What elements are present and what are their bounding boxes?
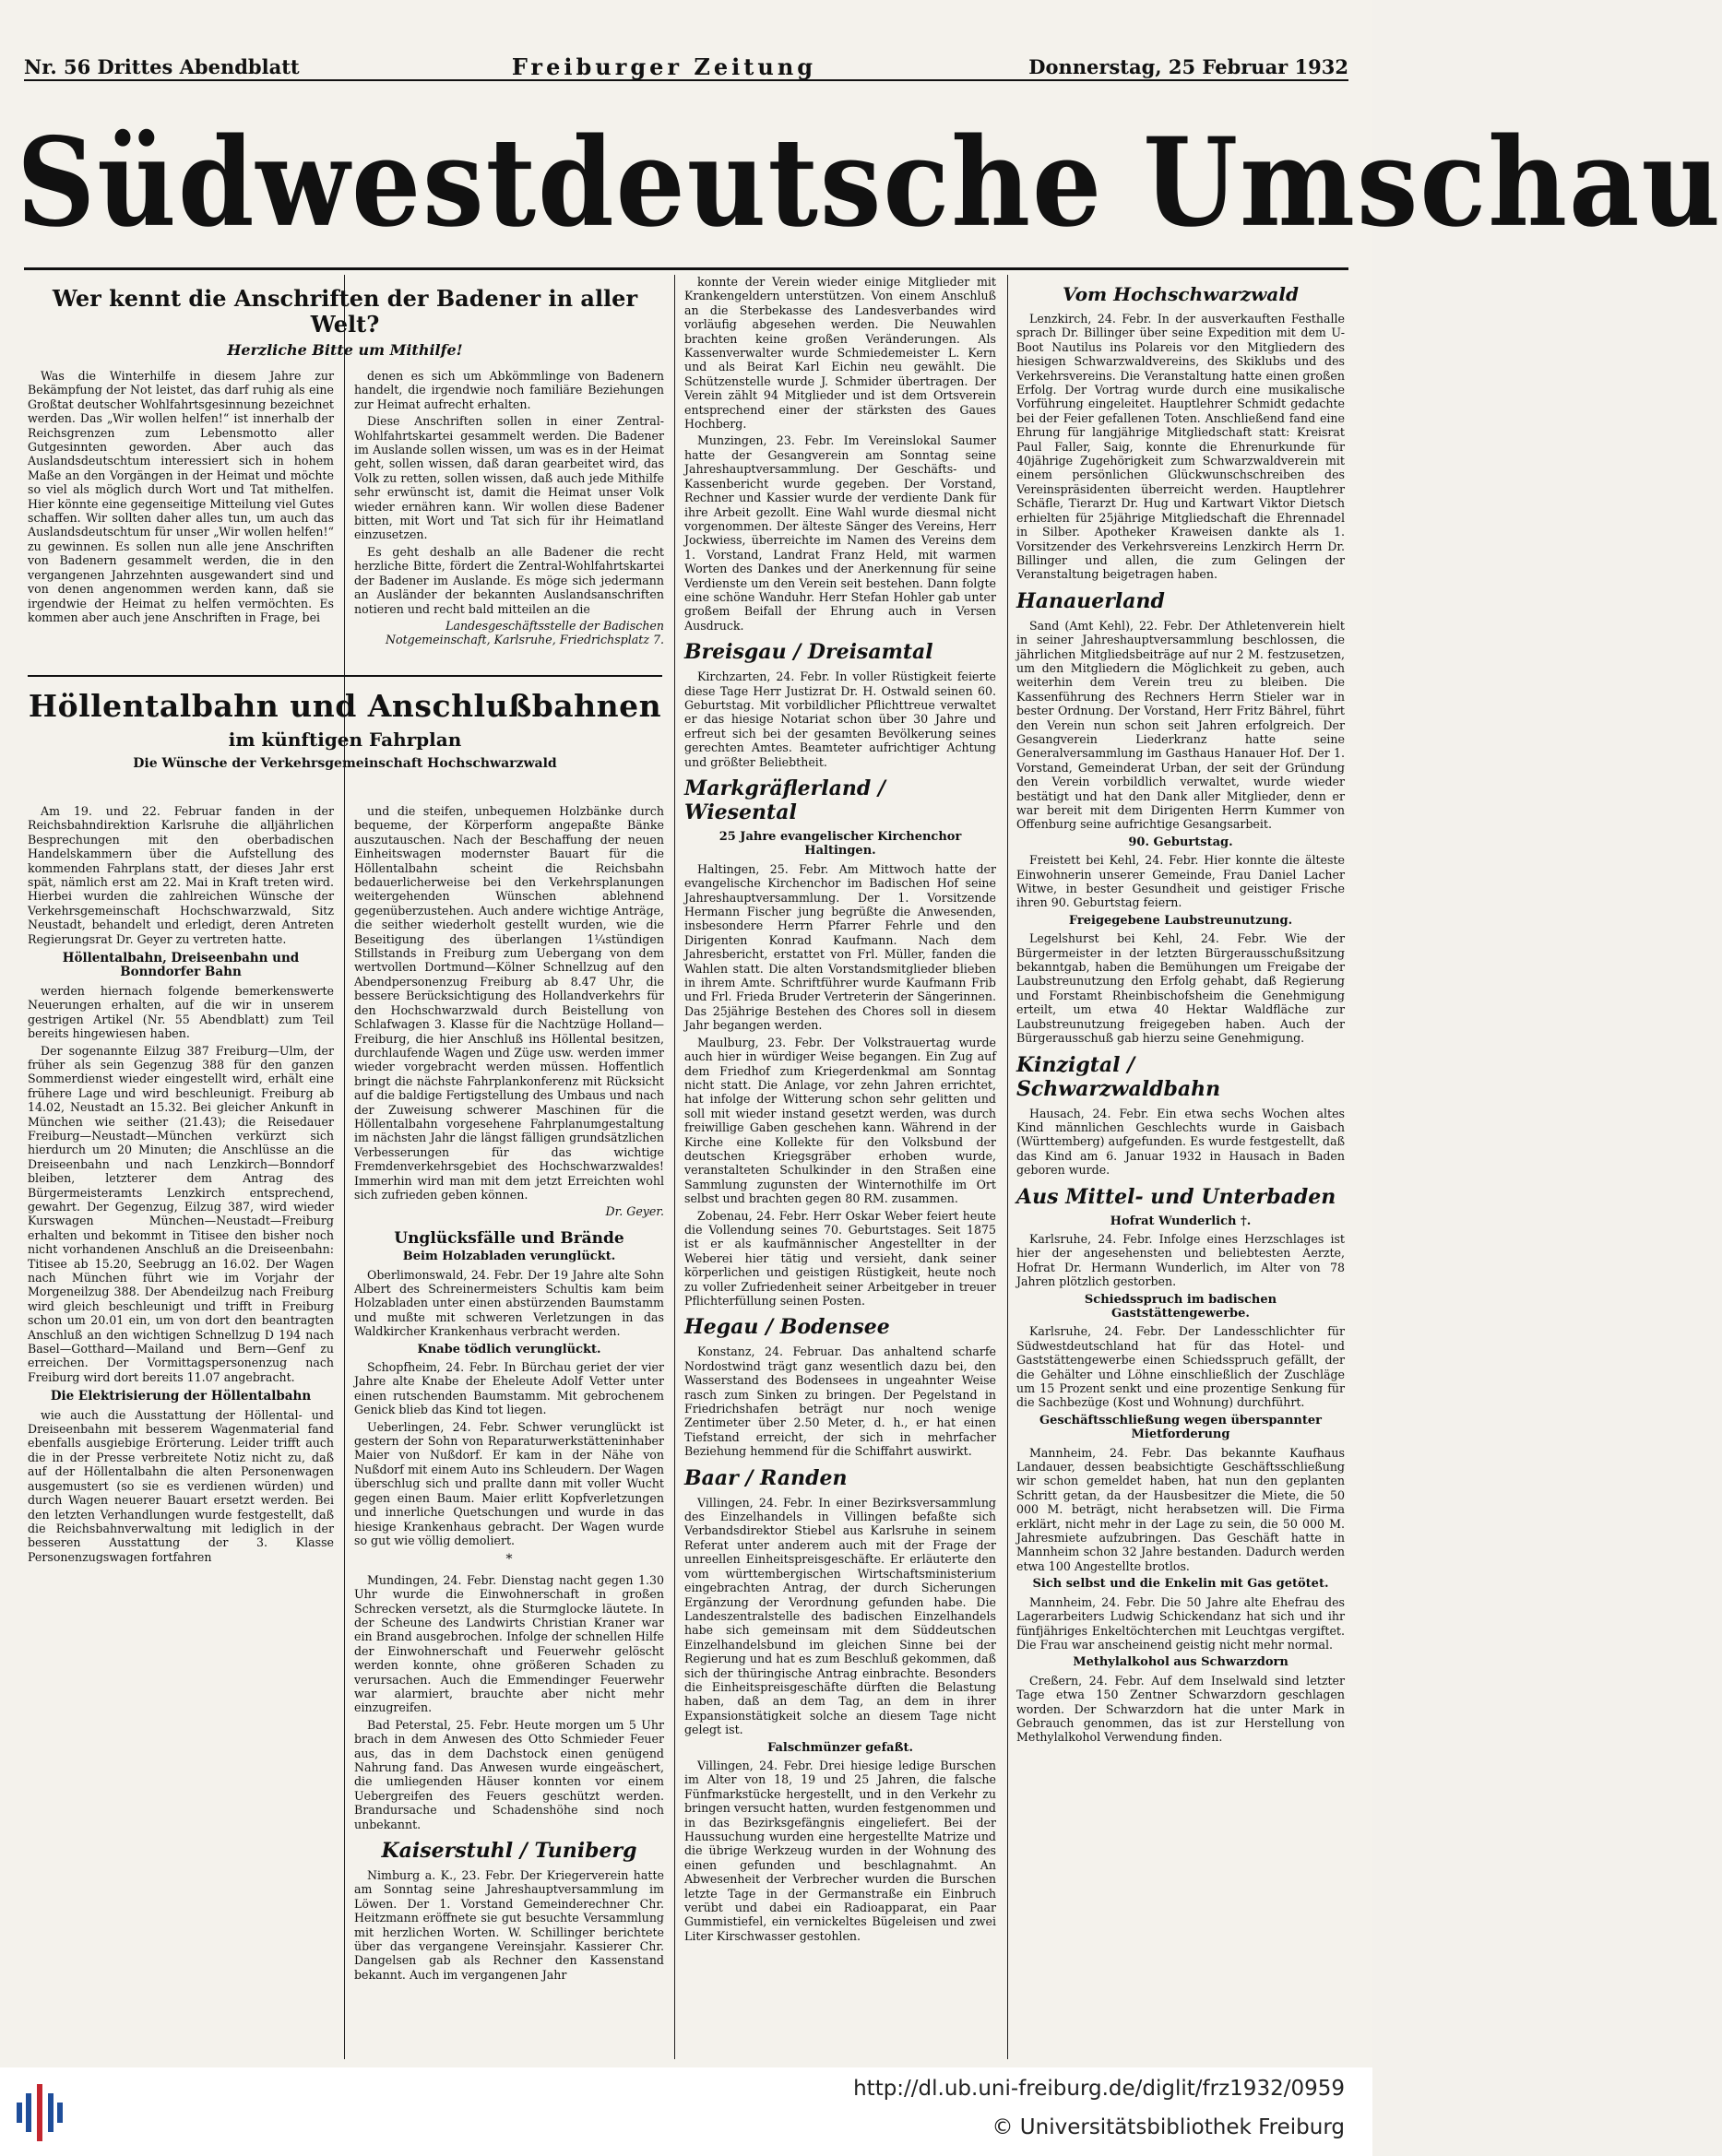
subheading: Sich selbst und die Enkelin mit Gas getötet. bbox=[1032, 1577, 1329, 1592]
address-line: Landesgeschäftsstelle der Badischen Notgemeinschaft, Karlsruhe, Friedrichsplatz 7. bbox=[386, 618, 664, 647]
paragraph: Was die Winterhilfe in diesem Jahre zur Bekämpfung der Not leistet, das darf ruhig als eine Großtat deutscher Wohlfahrtsgesinnung bezeichnet werden. Das „Wir wollen helfen!“ ist innerhalb der Reichsgrenzen zum Lebensmotto aller Gutgesinnten geworden. Aber auch das Auslandsdeutschtum interessiert sich in hohem Maße an den Vorgängen in der Heimat und möchte so viel als möglich durch Wort und Tat mithelfen. Hier könnte eine gegenseitige Mitteilung viel Gutes schaffen. Wir sollten daher alles tun, um auch das Auslandsdeutschtum für unser „Wir wollen helfen!“ zu gewinnen. Es sollen nun alle jene Anschriften von Badenern gesammelt werden, die in den vergangenen Jahrzehnten ausgewandert sind und von denen angenommen werden kann, daß sie irgendwie der Heimat zu helfen vermöchten. Es kommen aber auch jene Anschriften in Frage, bei bbox=[28, 369, 334, 624]
article-subhead: im künftigen Fahrplan bbox=[228, 729, 462, 751]
paragraph: Creßern, 24. Febr. Auf dem Inselwald sind letzter Tage etwa 150 Zentner Schwarzdorn geschlagen worden. Der Schwarzdorn hat die unter Mark in Gebrauch genommen, das ist zur Herstellung von Methylalkohol Verwendung finden. bbox=[1016, 1673, 1345, 1745]
paragraph: Haltingen, 25. Febr. Am Mittwoch hatte der evangelische Kirchenchor im Badischen Hof seine Jahreshauptversammlung. Der 1. Vorsitzende Hermann Fischer jung begrüßte die Anwesenden, insbesondere Herrn Pfarrer Fehrle und den Dirigenten Konrad Kaufmann. Nach dem Jahresbericht, erstattet von Frl. Müller, fanden die Wahlen statt. Die alten Vorstandsmitglieder blieben in ihrem Amte. Schriftführer wurde Kaufmann Frib und Frl. Frieda Bruder Vertreterin der Sängerinnen. Das 25jährige Bestehen des Chores soll in diesem Jahr begangen werden. bbox=[684, 861, 996, 1033]
paragraph: Villingen, 24. Febr. Drei hiesige ledige Burschen im Alter von 18, 19 und 25 Jahren, die falsche Fünfmarkstücke hergestellt, und in den Verkehr zu bringen versucht hatten, wurden festgenommen und in das Bezirksgefängnis eingeliefert. Bei der Haussuchung wurden eine hergestellte Matrize und die übrige Werkzeug wurden in der Wohnung des einen gefunden und beschlagnahmt. An Abwesenheit der Verbrecher wurden die Burschen letzte Tage in der Germanstraße ein Einbruch verübt und dabei ein Radioapparat, ein Paar Gummistiefel, ein vernickeltes Bügeleisen und zwei Liter Kirschwasser gestohlen. bbox=[684, 1758, 996, 1943]
section-rule bbox=[28, 675, 662, 677]
section-title: Südwestdeutsche Umschau bbox=[17, 110, 1722, 255]
subheading: 25 Jahre evangelischer Kirchenchor Haltingen. bbox=[718, 830, 962, 859]
paragraph: Legelshurst bei Kehl, 24. Febr. Wie der Bürgermeister in der letzten Bürgerausschußsitzung bekanntgab, haben die Bemühungen um Freigabe der Laubstreunutzung den Erfolg gehabt, daß Regierung und Forstamt Rheinbischofsheim die Genehmigung erteilt, um etwa 40 Hektar Waldfläche zur Laubstreunutzung freigegeben haben. Auch der Bürgerausschuß gab hierzu seine Genehmigung. bbox=[1016, 931, 1345, 1046]
subheading: Freigegebene Laubstreunutzung. bbox=[1068, 913, 1293, 928]
subheading: Schiedsspruch im badischen Gaststättengewerbe. bbox=[1084, 1292, 1277, 1321]
section-heading: Baar / Randen bbox=[684, 1465, 848, 1490]
subheading: Höllentalbahn, Dreiseenbahn und Bonndorfer Bahn bbox=[62, 951, 300, 980]
subheading: Geschäftsschließung wegen überspannter Mietforderung bbox=[1039, 1413, 1322, 1442]
newspaper-name: Freiburger Zeitung bbox=[511, 53, 817, 80]
section-heading: Kinzigtal / Schwarzwaldbahn bbox=[1016, 1052, 1221, 1101]
subheading: Hofrat Wunderlich †. bbox=[1110, 1214, 1252, 1228]
article-headline: Wer kennt die Anschriften der Badener in aller Welt? bbox=[52, 285, 638, 338]
section-heading: Vom Hochschwarzwald bbox=[1063, 283, 1299, 305]
column-rule bbox=[344, 275, 345, 2059]
section-heading: Breisgau / Dreisamtal bbox=[684, 640, 933, 665]
paragraph: Karlsruhe, 24. Febr. Infolge eines Herzschlages ist hier der angesehensten und beliebtesten Aerzte, Hofrat Dr. Hermann Wunderlich, im Alter von 78 Jahren plötzlich gestorben. bbox=[1016, 1231, 1345, 1289]
paragraph: Sand (Amt Kehl), 22. Febr. Der Athletenverein hielt in seiner Jahreshauptversammlung beschlossen, die jährlichen Mitgliedsbeiträge auf nur 2 M. festzusetzen, um den Mitgliedern die Möglichkeit zu geben, auch weiterhin dem Verein treu zu bleiben. Die Kassenführung des Rechners Herrn Stieler war in bester Ordnung. Der Vorstand, Herr Fritz Bährel, führt den Verein nun schon seit Jahren erfolgreich. Der Gesangverein Liederkranz hatte seine Generalversammlung im Gasthaus Hanauer Hof. Der 1. Vorstand, Gemeinderat Urban, der seit der Gründung den Verein vorbildlich verwaltet, wurde wieder bestätigt und hat den Dank aller Mitglieder, denn er war bereit mit dem Dirigenten Herrn Kummer von Offenburg seine aufrichtige Gesangsarbeit. bbox=[1016, 618, 1345, 832]
section-heading: Unglücksfälle und Brände bbox=[394, 1228, 624, 1248]
issue-label: Nr. 56 Drittes Abendblatt bbox=[24, 54, 300, 78]
article-subhead-2: Die Wünsche der Verkehrsgemeinschaft Hochschwarzwald bbox=[133, 756, 557, 771]
paragraph: Es geht deshalb an alle Badener die recht herzliche Bitte, fördert die Zentral-Wohlfahrtskartei der Badener im Auslande. Es möge sich jedermann an Ausländer der bekannten Auslandsanschriften notieren und recht bald mitteilen an die bbox=[354, 544, 664, 616]
column-1-top bbox=[28, 369, 334, 673]
paragraph: Mundingen, 24. Febr. Dienstag nacht gegen 1.30 Uhr wurde die Einwohnerschaft in großen Schrecken versetzt, als die Sturmglocke läutete. In der Scheune des Landwirts Christian Kraner war ein Brand ausgebrochen. Infolge der schnellen Hilfe der Einwohnerschaft und Feuerwehr gelöscht werden konnte, ohne größeren Schaden zu verursachen. Auch die Emmendinger Feuerwehr war alarmiert, brauchte aber nicht mehr einzugreifen. bbox=[354, 1572, 664, 1715]
column-1-body bbox=[28, 804, 334, 2058]
copyright-notice: © Universitätsbibliothek Freiburg bbox=[992, 2115, 1345, 2139]
column-rule bbox=[674, 275, 675, 2059]
paragraph: Diese Anschriften sollen in einer Zentral-Wohlfahrtskartei gesammelt werden. Die Badener im Auslande sollen wissen, um was es in der Heimat geht, sollen wissen, daß daran gearbeitet wird, das Volk zu retten, sollen wissen, daß auch jede Mithilfe sehr erwünscht ist, damit die Heimat unser Volk wieder ernähren kann. Wir wollen diese Badener bitten, mit Wort und Tat sich für ihr Heimatland einzusetzen. bbox=[354, 414, 664, 542]
paragraph: Zobenau, 24. Febr. Herr Oskar Weber feiert heute die Vollendung seines 70. Geburtstages. Seit 1875 ist er als kaufmännischer Angestellter in der Weberei hier tätig und versieht, dank seiner körperlichen und geistigen Rüstigkeit, heute noch zu voller Zufriedenheit seiner Arbeitgeber in treuer Pflichterfüllung seinen Posten. bbox=[684, 1208, 996, 1308]
paragraph: Am 19. und 22. Februar fanden in der Reichsbahndirektion Karlsruhe die alljährlichen Besprechungen mit den oberbadischen Handelskammern über die Aufstellung des kommenden Fahrplans statt, der dieses Jahr erst spät, nämlich erst am 22. Mai in Kraft treten wird. Hierbei wurden die zahlreichen Wünsche der Verkehrsgemeinschaft Hochschwarzwald, Sitz Neustadt, behandelt und erledigt, deren Antreten Regierungsrat Dr. Geyer zu vertreten hatte. bbox=[28, 804, 334, 946]
column-2-body bbox=[354, 804, 664, 2058]
section-heading: Hegau / Bodensee bbox=[684, 1315, 890, 1340]
paragraph: Schopfheim, 24. Febr. In Bürchau geriet der vier Jahre alte Knabe der Eheleute Adolf Vetter unter einen rutschenden Baumstamm. Mit gebrochenem Genick blieb das Kind tot liegen. bbox=[354, 1360, 664, 1417]
column-2-top bbox=[354, 369, 664, 673]
paragraph: Mannheim, 24. Febr. Die 50 Jahre alte Ehefrau des Lagerarbeiters Ludwig Schickendanz hat sich und ihr fünfjähriges Enkeltöchterchen mit Leuchtgas vergiftet. Die Frau war anscheinend geistig nicht mehr normal. bbox=[1016, 1594, 1345, 1652]
paragraph: Mannheim, 24. Febr. Das bekannte Kaufhaus Landauer, dessen beabsichtigte Geschäftsschließung wir schon gemeldet haben, hat nun den geplanten Schritt getan, da der Hausbesitzer die Miete, die 50 000 M. beträgt, nicht herabsetzen will. Die Firma erklärt, nicht mehr in der Lage zu sein, die 50 000 M. Jahresmiete aufzubringen. Das Geschäft hatte in Mannheim schon 32 Jahre bestanden. Dadurch werden etwa 100 Angestellte brotlos. bbox=[1016, 1445, 1345, 1573]
article-headline: Höllentalbahn und Anschlußbahnen bbox=[28, 688, 662, 724]
paragraph: Lenzkirch, 24. Febr. In der ausverkauften Festhalle sprach Dr. Billinger über seine Expedition mit dem U-Boot Nautilus ins Polareis vor den Mitgliedern des hiesigen Schwarzwaldvereins, des Skiklubs und des Verkehrsvereins. Die Veranstaltung hatte einen großen Erfolg. Der Vortrag wurde durch eine musikalische Vorführung eingeleitet. Hauptlehrer Schmidt gedachte bei der Feier gefallenen Toten. Anschließend fand eine Ehrung für langjährige Mitgliedschaft statt: Kreisrat Paul Faller, Saig, konnte die Ehrenurkunde für 40jährige Zugehörigkeit zum Schwarzwaldverein mit einem persönlichen Glückwunschschreiben des Vereinspräsidenten überreicht werden. Hauptlehrer Schäfle, Tierarzt Dr. Hug und Kartwart Viktor Dietsch erhielten für 25jährige Mitgliedschaft die Ehrennadel in Silber. Apotheker Kraweisen dankte als 1. Vorsitzender des Verkehrsvereins Lenzkirch Herrn Dr. Billinger und allen, die zum Gelingen der Veranstaltung beigetragen haben. bbox=[1016, 312, 1345, 582]
paragraph: Freistett bei Kehl, 24. Febr. Hier konnte die älteste Einwohnerin unserer Gemeinde, Frau Daniel Lacher Witwe, in bester Gesundheit und geistiger Frische ihren 90. Geburtstag feiern. bbox=[1016, 853, 1345, 910]
paragraph: konnte der Verein wieder einige Mitglieder mit Krankengeldern unterstützen. Von einem Anschluß an die Sterbekasse des Landesverbandes wird vorläufig abgesehen werden. Die Neuwahlen brachten keine großen Veränderungen. Als Kassenverwalter wurde Schmiedemeister L. Kern und als Beirat Karl Eichin neu gewählt. Die Schützenstelle wurde J. Schmider übertragen. Der Verein zählt 94 Mitglieder und ist dem Ortsverein entsprechend einer der stärksten des Gaues Hochberg. bbox=[684, 275, 996, 432]
library-logo-icon bbox=[13, 2080, 66, 2145]
railway-article-header bbox=[28, 682, 662, 778]
subheading: Die Elektrisierung der Höllentalbahn bbox=[50, 1389, 312, 1404]
subheading: Falschmünzer gefaßt. bbox=[766, 1740, 914, 1755]
article-subhead: Herzliche Bitte um Mithilfe! bbox=[227, 341, 463, 359]
subheading: Beim Holzabladen verunglückt. bbox=[402, 1250, 616, 1264]
author-signature: Dr. Geyer. bbox=[605, 1204, 664, 1219]
section-heading: Kaiserstuhl / Tuniberg bbox=[381, 1839, 637, 1864]
column-4 bbox=[1016, 275, 1345, 2064]
title-rule bbox=[24, 267, 1348, 270]
paragraph: Bad Peterstal, 25. Febr. Heute morgen um 5 Uhr brach in dem Anwesen des Otto Schmieder Feuer aus, das in dem Dachstock einen genügend Nahrung fand. Das Anwesen wurde eingeäschert, die umliegenden Häuser konnten vor einem Uebergreifen des Feuers geschützt werden. Brandursache und Schadenshöhe sind noch unbekannt. bbox=[354, 1717, 664, 1831]
paragraph: Ueberlingen, 24. Febr. Schwer verunglückt ist gestern der Sohn von Reparaturwerkstätteninhaber Maier von Nußdorf. Er kam in der Nähe von Nußdorf mit einem Auto ins Schleudern. Der Wagen überschlug sich und prallte dann mit voller Wucht gegen einen Baum. Maier erlitt Kopfverletzungen und innerliche Quetschungen und wurde in das hiesige Krankenhaus gebracht. Der Wagen wurde so gut wie völlig demoliert. bbox=[354, 1419, 664, 1547]
appeal-article-header bbox=[28, 280, 662, 364]
paragraph: Kirchzarten, 24. Febr. In voller Rüstigkeit feierte diese Tage Herr Justizrat Dr. H. Ostwald seinen 60. Geburtstag. Mit vorbildlicher Pflichttreue verwaltet er das hiesige Notariat schon über 30 Jahre und erfreut sich bei der gesamten Bevölkerung seines gerechten Amtes. Beamteter aufrichtiger Achtung und größter Beliebtheit. bbox=[684, 669, 996, 769]
subheading: Methylalkohol aus Schwarzdorn bbox=[1073, 1655, 1289, 1670]
paragraph: Der sogenannte Eilzug 387 Freiburg—Ulm, der früher als sein Gegenzug 388 für den ganzen Sommerdienst wieder eingestellt wird, erhält eine frühere Lage und wird beschleunigt. Freiburg ab 14.02, Neustadt an 15.32. Bei gleicher Ankunft in München wie seither (21.43); die Reisedauer Freiburg—Neustadt—München verkürzt sich hierdurch um 20 Minuten; die Anschlüsse an die Dreiseenbahn und nach Lenzkirch—Bonndorf bleiben, letzterer dem Antrag des Bürgermeisteramts Lenzkirch entsprechend, gewahrt. Der Gegenzug, Eilzug 387, wird wieder Kurswagen München—Neustadt—Freiburg erhalten und bekommt in Titisee den bisher noch nicht vorhandenen Anschluß an die Dreiseenbahn: Titisee ab 15.20, Seebrugg an 16.02. Der Wagen nach München führt wie im Vorjahr der Morgeneilzug 388. Der Abendeilzug nach Freiburg wird gleich beschleunigt und trifft in Freiburg schon um 20.01 ein, um von dort den beantragten Anschluß an den wichtigen Schnellzug D 194 nach Basel—Gotthard—Mailand und Bern—Genf zu erreichen. Der Vormittagspersonenzug nach Freiburg wird dort bereits 11.07 angebracht. bbox=[28, 1043, 334, 1384]
paragraph: denen es sich um Abkömmlinge von Badenern handelt, die irgendwie noch familiäre Beziehungen zur Heimat aufrecht erhalten. bbox=[354, 369, 664, 411]
paragraph: Oberlimonswald, 24. Febr. Der 19 Jahre alte Sohn Albert des Schreinermeisters Schultis kam beim Holzabladen unter einen abstürzenden Baumstamm und mußte mit schweren Verletzungen in das Waldkircher Krankenhaus verbracht werden. bbox=[354, 1267, 664, 1339]
paragraph: Karlsruhe, 24. Febr. Der Landesschlichter für Südwestdeutschland hat für das Hotel- und Gaststättengewerbe einen Schiedsspruch gefällt, der die Gehälter und Löhne einschließlich der Zuschläge um 15 Prozent senkt und eine prozentige Senkung für die Sachbezüge (Kost und Wohnung) durchführt. bbox=[1016, 1324, 1345, 1410]
subheading: Knabe tödlich verunglückt. bbox=[417, 1342, 601, 1356]
paragraph: werden hiernach folgende bemerkenswerte Neuerungen erhalten, auf die wir in unserem gestrigen Artikel (Nr. 55 Abendblatt) zum Teil bereits hingewiesen haben. bbox=[28, 983, 334, 1041]
subheading: 90. Geburtstag. bbox=[1128, 835, 1233, 849]
section-heading: Aus Mittel- und Unterbaden bbox=[1016, 1184, 1336, 1209]
issue-date: Donnerstag, 25 Februar 1932 bbox=[1028, 54, 1348, 78]
column-rule bbox=[1007, 275, 1008, 2059]
separator-star: * bbox=[505, 1552, 513, 1568]
section-heading: Markgräflerland / Wiesental bbox=[684, 776, 885, 824]
paragraph: Nimburg a. K., 23. Febr. Der Kriegerverein hatte am Sonntag seine Jahreshauptversammlung im Löwen. Der 1. Vorstand Gemeinderechner Chr. Heitzmann eröffnete sie gut besuchte Versammlung mit herzlichen Worten. W. Schillinger berichtete über das vergangene Vereinsjahr. Kassierer Chr. Dangelsen gab als Rechner den Kassenstand bekannt. Auch im vergangenen Jahr bbox=[354, 1868, 664, 1982]
section-heading: Hanauerland bbox=[1016, 588, 1165, 613]
paragraph: Konstanz, 24. Februar. Das anhaltend scharfe Nordostwind trägt ganz wesentlich dazu bei, den Wasserstand des Bodensees in ungeahnter Weise rasch zum Sinken zu bringen. Der Pegelstand in Friedrichshafen beträgt nur noch wenige Zentimeter über 2.50 Meter, d. h., er hat einen Tiefstand erreicht, der sich in mehrfacher Beziehung hemmend für die Schiffahrt auswirkt. bbox=[684, 1345, 996, 1459]
paragraph: Munzingen, 23. Febr. Im Vereinslokal Saumer hatte der Gesangverein am Sonntag seine Jahreshauptversammlung. Der Geschäfts- und Kassenbericht wurde gegeben. Der Vorstand, Rechner und Kassier wurde der verdiente Dank für ihre Arbeit gezollt. Eine Wahl wurde diesmal nicht vorgenommen. Der älteste Sänger des Vereins, Herr Jockwiess, überreichte im Namen des Vereins dem 1. Vorstand, Landrat Franz Held, mit warmen Worten des Dankes und der Anerkennung für seine Verdienste um den Verein seit bestehen. Dann folgte eine schöne Wanduhr. Herr Stefan Hohler gab unter großem Beifall der Ehrung auch in Versen Ausdruck. bbox=[684, 433, 996, 633]
paragraph: Maulburg, 23. Febr. Der Volkstrauertag wurde auch hier in würdiger Weise begangen. Ein Zug auf dem Friedhof zum Kriegerdenkmal am Sonntag nicht statt. Die Anlage, vor zehn Jahren errichtet, hat infolge der Witterung schon sehr gelitten und soll mit wieder instand gesetzt werden, was durch freiwillige Gaben geschehen kann. Während in der Kirche eine Kollekte für den Volksbund der deutschen Kriegsgräber erhoben wurde, veranstalteten Schulkinder in den Straßen eine Sammlung zugunsten der Winternothilfe im Ort selbst und brachten gegen 80 RM. zusammen. bbox=[684, 1035, 996, 1206]
permalink[interactable]: http://dl.ub.uni-freiburg.de/diglit/frz1932/0959 bbox=[853, 2077, 1345, 2101]
masthead bbox=[24, 53, 1348, 81]
column-3 bbox=[684, 275, 996, 2064]
paragraph: wie auch die Ausstattung der Höllental- und Dreiseenbahn mit besserem Wagenmaterial fand ebenfalls ausgiebige Erörterung. Leider trifft auch die in der Presse verbreitete Notiz nicht zu, daß auf der Höllentalbahn die alten Personenwagen ausgemustert (so sie es verdienen würden) und durch Wagen neuerer Bauart ersetzt werden. Bei den letzten Verhandlungen wurde festgestellt, daß die Reichsbahnverwaltung mit lediglich in der besseren Ausstattung der 3. Klasse Personenzugswagen fortfahren bbox=[28, 1407, 334, 1564]
paragraph: und die steifen, unbequemen Holzbänke durch bequeme, der Körperform angepaßte Bänke auszutauschen. Nach der Beschaffung der neuen Einheitswagen modernster Bauart für die Höllentalbahn scheint die Reichsbahn bedauerlicherweise bei den Verkehrsplanungen weitergehenden Wünschen ablehnend gegenüberzustehen. Auch andere wichtige Anträge, die seither wiederholt gestellt wurden, wie die Beseitigung des überlangen 1¼stündigen Stillstands in Freiburg zum Uebergang von dem wertvollen Dortmund—Kölner Schnellzug auf den Abendpersonenzug Freiburg ab 8.47 Uhr, die bessere Berücksichtigung des Hollandverkehrs für den Hochschwarzwald durch Beistellung von Schlafwagen 3. Klasse für die Nachtzüge Holland—Freiburg, die hier Anschluß ins Höllental besitzen, durchlaufende Wagen und Züge usw. werden immer wieder vorgebracht werden müssen. Hoffentlich bringt die nächste Fahrplankonferenz mit Rücksicht auf die baldige Fertigstellung des Umbaus und nach der Zuweisung schwerer Maschinen für die Höllentalbahn vorgesehene Fahrplanumgestaltung im nächsten Jahr die längst fälligen grundsätzlichen Verbesserungen für das wichtige Fremdenverkehrsgebiet des Hochschwarzwaldes! Immerhin wird man mit dem jetzt Erreichten wohl sich zufrieden geben können. bbox=[354, 804, 664, 1202]
paragraph: Villingen, 24. Febr. In einer Bezirksversammlung des Einzelhandels in Villingen befaßte sich Verbandsdirektor Stiebel aus Karlsruhe in seinem Referat unter anderem auch mit der Frage der unreellen Einheitspreisgeschäfte. Er erläuterte den vom württembergischen Wirtschaftsministerium eingebrachten Antrag, der durch Sicherungen Ergänzung der Verordnung gefunden habe. Die Landeszentralstelle des badischen Einzelhandels habe sich gemeinsam mit dem Süddeutschen Einzelhandelsbund im gleichen Sinne bei der Regierung und hat es zum Beschluß gekommen, daß sich der thüringische Antrag einbrachte. Besonders die Einheitspreisgeschäfte dürften die Belastung haben, daß an dem Tag, an dem in ihrer Expansionstätigkeit solche an diesem Tage nicht gelegt ist. bbox=[684, 1495, 996, 1737]
paragraph: Hausach, 24. Febr. Ein etwa sechs Wochen altes Kind männlichen Geschlechts wurde in Gaisbach (Württemberg) aufgefunden. Es wurde festgestellt, daß das Kind am 6. Januar 1932 in Hausach in Baden geboren wurde. bbox=[1016, 1106, 1345, 1178]
